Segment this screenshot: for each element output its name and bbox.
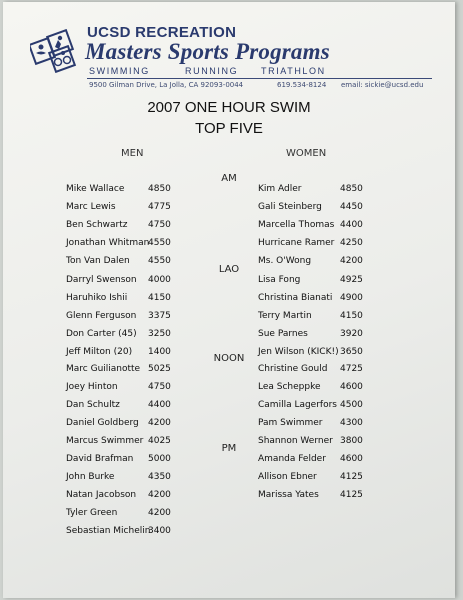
sport-running: RUNNING [185, 66, 239, 76]
results-sheet [3, 2, 455, 598]
letterhead [3, 2, 455, 97]
men-result-row [66, 418, 191, 436]
swim-distance: 4450 [340, 202, 363, 212]
women-result-row [258, 293, 383, 311]
men-result-row [66, 293, 191, 311]
swimmer-name: John Burke [66, 472, 115, 482]
swimmer-name: Marc Lewis [66, 202, 116, 212]
swimmer-name: Jeff Milton (20) [66, 347, 133, 357]
swim-distance: 4850 [148, 184, 171, 194]
women-result-row [258, 400, 383, 418]
women-result-row [258, 202, 383, 220]
women-result-row [258, 275, 383, 293]
swim-distance: 4550 [148, 256, 171, 266]
swimmer-name: Mike Wallace [66, 184, 125, 194]
swim-distance: 4750 [148, 220, 171, 230]
swim-distance: 4200 [340, 256, 363, 266]
swim-distance: 4300 [340, 418, 363, 428]
swimmer-name: Glenn Ferguson [66, 311, 137, 321]
men-result-row [66, 184, 191, 202]
organization-name: UCSD RECREATION [87, 24, 237, 41]
men-result-row [66, 472, 191, 490]
swimmer-name: Marcus Swimmer [66, 436, 144, 446]
swimmer-name: Amanda Felder [258, 454, 326, 464]
swimmer-name: Camilla Lagerfors [258, 400, 337, 410]
session-label: PM [221, 443, 237, 454]
men-result-row [66, 400, 191, 418]
swim-distance: 1400 [148, 347, 171, 357]
men-result-row [66, 382, 191, 400]
women-result-row [258, 364, 383, 382]
swimmer-name: Daniel Goldberg [66, 418, 139, 428]
swimmer-name: Jen Wilson (KICK!) [258, 347, 339, 357]
phone-text: 619.534-8124 [277, 81, 327, 89]
sport-swimming: SWIMMING [89, 66, 150, 76]
program-name: Masters Sports Programs [85, 39, 330, 64]
women-result-row [258, 382, 383, 400]
swim-distance: 4125 [340, 472, 363, 482]
page-title: 2007 ONE HOUR SWIM [147, 99, 311, 116]
email-text: email: sickie@ucsd.edu [341, 81, 424, 89]
address-text: 9500 Gilman Drive, La Jolla, CA 92093-0044 [89, 81, 244, 89]
swimmer-name: Sue Parnes [258, 329, 308, 339]
swim-distance: 3920 [340, 329, 363, 339]
swimmer-name: Ben Schwartz [66, 220, 128, 230]
swim-distance: 4775 [148, 202, 171, 212]
swimmer-name: Lea Scheppke [258, 382, 321, 392]
men-result-row [66, 220, 191, 238]
swim-distance: 4850 [340, 184, 363, 194]
swim-distance: 4750 [148, 382, 171, 392]
swim-distance: 4600 [340, 454, 363, 464]
swim-distance: 3250 [148, 329, 171, 339]
swim-distance: 5000 [148, 454, 171, 464]
swim-distance: 4600 [340, 382, 363, 392]
swimmer-name: Marcella Thomas [258, 220, 335, 230]
swimmer-name: Jonathan Whitman [66, 238, 150, 248]
swimmer-name: Kim Adler [258, 184, 302, 194]
men-result-row [66, 238, 191, 256]
swim-distance: 4350 [148, 472, 171, 482]
swim-distance: 4200 [148, 508, 171, 518]
swim-distance: 4200 [148, 490, 171, 500]
women-column-header: WOMEN [286, 148, 327, 159]
swimmer-name: Marissa Yates [258, 490, 319, 500]
swim-distance: 4725 [340, 364, 363, 374]
swimmer-name: Haruhiko Ishii [66, 293, 128, 303]
men-result-row [66, 329, 191, 347]
swim-distance: 4150 [340, 311, 363, 321]
women-result-row [258, 238, 383, 256]
swimmer-name: Dan Schultz [66, 400, 120, 410]
women-result-row [258, 220, 383, 238]
swim-distance: 5025 [148, 364, 171, 374]
swimmer-name: Lisa Fong [258, 275, 301, 285]
men-result-row [66, 508, 191, 526]
swim-run-bike-logo-icon [30, 29, 78, 73]
swim-distance: 4400 [148, 400, 171, 410]
swim-distance: 4550 [148, 238, 171, 248]
swimmer-name: Natan Jacobson [66, 490, 137, 500]
swim-distance: 3800 [340, 436, 363, 446]
men-result-row [66, 364, 191, 382]
letterhead-rule [87, 78, 432, 79]
swimmer-name: Darryl Swenson [66, 275, 137, 285]
swimmer-name: Ton Van Dalen [66, 256, 130, 266]
swimmer-name: Pam Swimmer [258, 418, 323, 428]
sport-triathlon: TRIATHLON [261, 66, 326, 76]
session-label: AM [221, 173, 237, 184]
swim-distance: 4025 [148, 436, 171, 446]
swim-distance: 3650 [340, 347, 363, 357]
women-result-row [258, 184, 383, 202]
men-result-row [66, 275, 191, 293]
swim-distance: 4400 [340, 220, 363, 230]
swimmer-name: Christine Gould [258, 364, 328, 374]
men-result-row [66, 526, 191, 544]
swim-distance: 4000 [148, 275, 171, 285]
men-result-row [66, 202, 191, 220]
contact-line [89, 81, 439, 93]
women-result-row [258, 418, 383, 436]
swimmer-name: Allison Ebner [258, 472, 317, 482]
women-result-row [258, 454, 383, 472]
swimmer-name: Joey Hinton [66, 382, 118, 392]
swimmer-name: Christina Bianati [258, 293, 333, 303]
swim-distance: 4925 [340, 275, 363, 285]
swim-distance: 4125 [340, 490, 363, 500]
swimmer-name: Ms. O'Wong [258, 256, 312, 266]
women-result-row [258, 329, 383, 347]
men-result-row [66, 311, 191, 329]
session-label: NOON [213, 353, 245, 364]
swim-distance: 4250 [340, 238, 363, 248]
swim-distance: 4200 [148, 418, 171, 428]
swimmer-name: Shannon Werner [258, 436, 333, 446]
swim-distance: 4500 [340, 400, 363, 410]
swimmer-name: Sebastian Michelin [66, 526, 151, 536]
men-result-row [66, 454, 191, 472]
swimmer-name: Hurricane Ramer [258, 238, 335, 248]
men-column-header: MEN [121, 148, 144, 159]
swimmer-name: David Brafman [66, 454, 134, 464]
women-result-row [258, 472, 383, 490]
swim-distance: 4900 [340, 293, 363, 303]
swimmer-name: Don Carter (45) [66, 329, 137, 339]
women-result-row [258, 311, 383, 329]
swimmer-name: Terry Martin [258, 311, 312, 321]
women-result-row [258, 490, 383, 508]
page-subtitle: TOP FIVE [195, 120, 263, 137]
swim-distance: 4150 [148, 293, 171, 303]
swimmer-name: Gali Steinberg [258, 202, 322, 212]
men-result-row [66, 490, 191, 508]
swimmer-name: Marc Guilianotte [66, 364, 141, 374]
session-label: LAO [218, 264, 240, 275]
swimmer-name: Tyler Green [66, 508, 118, 518]
swim-distance: 3375 [148, 311, 171, 321]
swim-distance: 3400 [148, 526, 171, 536]
